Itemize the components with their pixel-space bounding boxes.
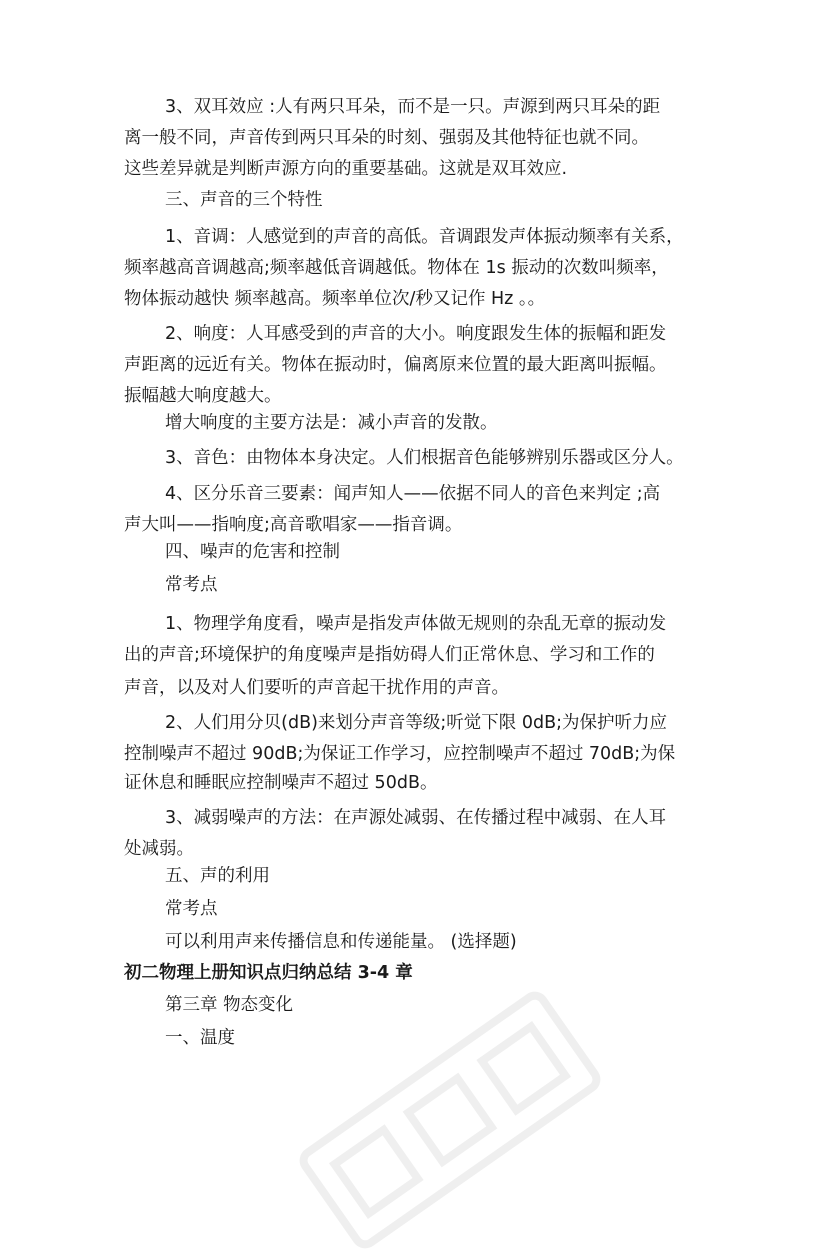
- section-heading-noise: 四、噪声的危害和控制: [165, 542, 340, 562]
- subheading-common-points-1: 常考点: [165, 575, 218, 595]
- text-line-reduce-noise-2: 处减弱。: [124, 839, 194, 859]
- watermark-stamp: [293, 985, 608, 1255]
- text-line-increase-loudness: 增大响度的主要方法是：减小声音的发散。: [165, 413, 498, 433]
- section-heading-sound-use: 五、声的利用: [165, 866, 270, 886]
- text-line-timbre: 3、音色：由物体本身决定。人们根据音色能够辨别乐器或区分人。: [165, 448, 684, 468]
- text-line-pitch-1: 1、音调：人感觉到的声音的高低。音调跟发声体振动频率有关系，: [165, 227, 684, 247]
- text-line-noise-def-3: 声音，以及对人们要听的声音起干扰作用的声音。: [124, 678, 509, 698]
- text-line-loudness-2: 声距离的远近有关。物体在振动时，偏离原来位置的最大距离叫振幅。: [124, 355, 667, 375]
- text-line-binaural-3: 这些差异就是判断声源方向的重要基础。这就是双耳效应.: [124, 159, 568, 179]
- text-line-three-elements-2: 声大叫——指响度;高音歌唱家——指音调。: [124, 515, 463, 535]
- text-line-loudness-3: 振幅越大响度越大。: [124, 386, 282, 406]
- text-line-decibel-3: 证休息和睡眠应控制噪声不超过 50dB。: [124, 773, 438, 793]
- text-line-reduce-noise-1: 3、减弱噪声的方法：在声源处减弱、在传播过程中减弱、在人耳: [165, 808, 667, 828]
- section-heading-sound-characteristics: 三、声音的三个特性: [165, 190, 323, 210]
- section-heading-temperature: 一、温度: [165, 1028, 235, 1048]
- text-line-noise-def-1: 1、物理学角度看，噪声是指发声体做无规则的杂乱无章的振动发: [165, 614, 667, 634]
- chapter-heading-state-change: 第三章 物态变化: [165, 995, 294, 1015]
- text-line-pitch-3: 物体振动越快 频率越高。频率单位次/秒又记作 Hz 。。: [124, 289, 546, 309]
- text-line-sound-use: 可以利用声来传播信息和传递能量。 (选择题): [165, 932, 517, 952]
- chapter-summary-title: 初二物理上册知识点归纳总结 3-4 章: [124, 963, 413, 983]
- text-line-decibel-1: 2、人们用分贝(dB)来划分声音等级;听觉下限 0dB;为保护听力应: [165, 713, 668, 733]
- text-line-decibel-2: 控制噪声不超过 90dB;为保证工作学习，应控制噪声不超过 70dB;为保: [124, 744, 676, 764]
- text-line-noise-def-2: 出的声音;环境保护的角度噪声是指妨碍人们正常休息、学习和工作的: [124, 645, 655, 665]
- text-line-loudness-1: 2、响度：人耳感受到的声音的大小。响度跟发生体的振幅和距发: [165, 324, 667, 344]
- text-line-pitch-2: 频率越高音调越高;频率越低音调越低。物体在 1s 振动的次数叫频率，: [124, 258, 669, 278]
- text-line-binaural-1: 3、双耳效应 :人有两只耳朵，而不是一只。声源到两只耳朵的距: [165, 97, 661, 117]
- subheading-common-points-2: 常考点: [165, 899, 218, 919]
- text-line-three-elements-1: 4、区分乐音三要素：闻声知人——依据不同人的音色来判定 ;高: [165, 484, 661, 504]
- text-line-binaural-2: 离一般不同，声音传到两只耳朵的时刻、强弱及其他特征也就不同。: [124, 128, 649, 148]
